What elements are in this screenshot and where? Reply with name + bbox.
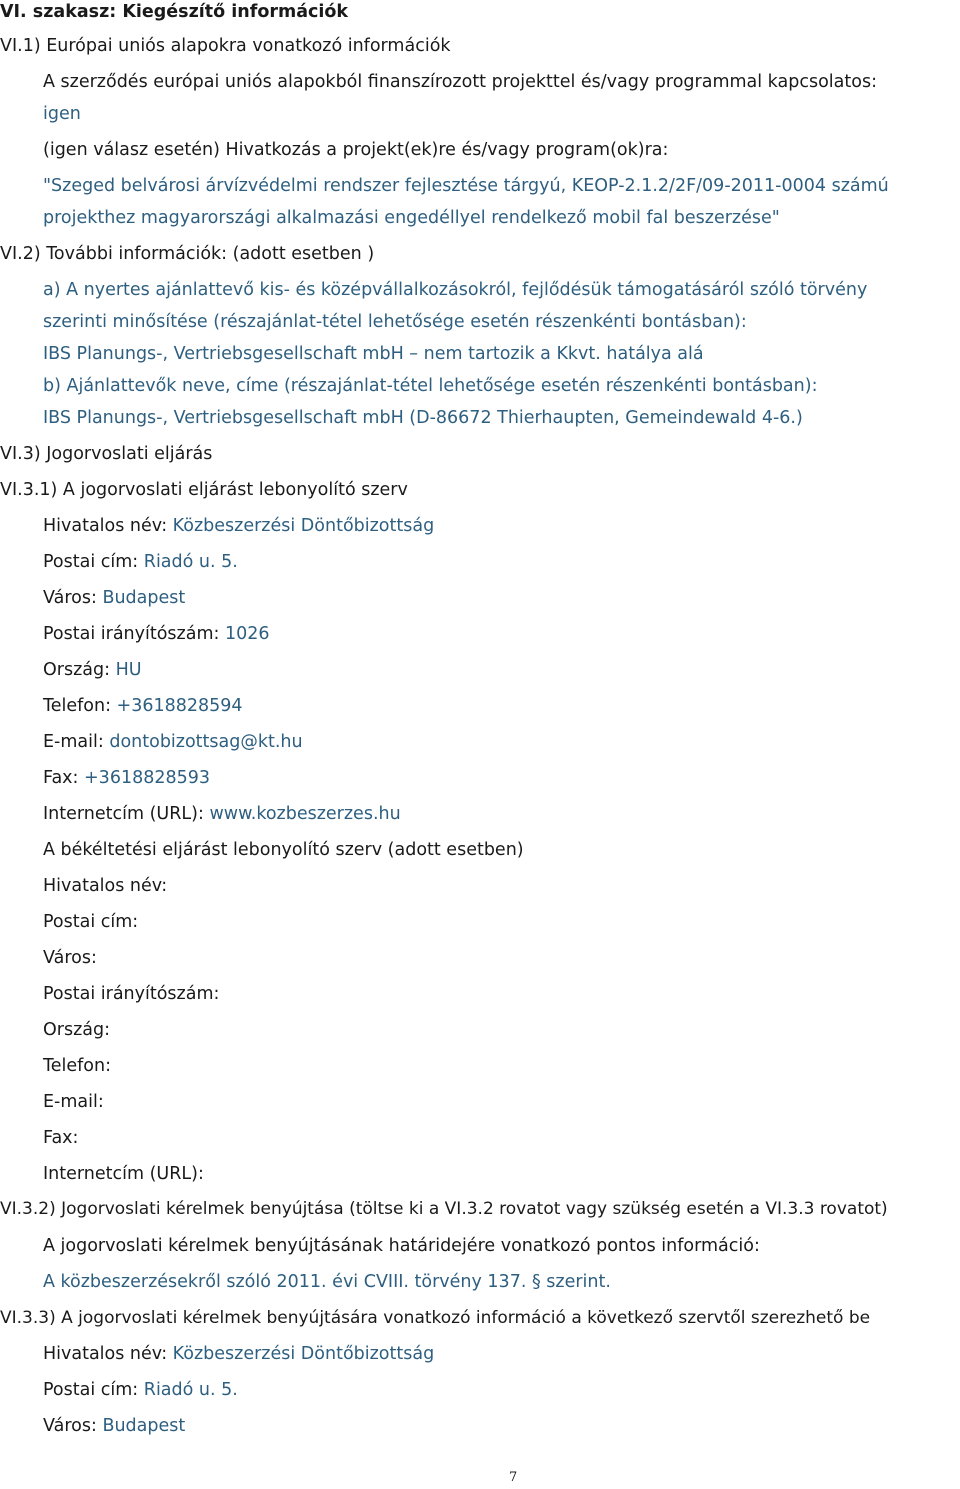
org2-city-label: Város: (43, 948, 97, 968)
org1-phone-value: +3618828594 (116, 696, 243, 716)
org1-address-row (43, 550, 238, 574)
org1-city-value: Budapest (102, 588, 186, 608)
org1-fax-label: Fax: (43, 768, 79, 788)
org1-fax-row (43, 766, 210, 790)
org3-name-label: Hivatalos név: (43, 1344, 168, 1364)
org2-email-label: E-mail: (43, 1092, 104, 1112)
sme-status-line-1: a) A nyertes ajánlattevő kis- és középvállalkozásokról, fejlődésük támogatásáról szóló törvény (43, 280, 868, 300)
org3-city-value: Budapest (102, 1416, 186, 1436)
heading-vi3: VI.3) Jogorvoslati eljárás (0, 444, 213, 464)
org3-name-row (43, 1342, 434, 1366)
heading-vi2: VI.2) További információk: (adott esetben ) (0, 244, 375, 264)
org2-name-label: Hivatalos név: (43, 876, 168, 896)
tenderers-value: IBS Planungs-, Vertriebsgesellschaft mbH (D-86672 Thierhaupten, Gemeindewald 4-6.) (43, 408, 803, 428)
org2-address-label: Postai cím: (43, 912, 139, 932)
deadline-info-label: A jogorvoslati kérelmek benyújtásának határidejére vonatkozó pontos információ: (43, 1236, 760, 1256)
org1-email-row (43, 730, 303, 754)
org1-name-row (43, 514, 434, 538)
org1-phone-row (43, 694, 243, 718)
org1-country-label: Ország: (43, 660, 111, 680)
org2-country-label: Ország: (43, 1020, 111, 1040)
deadline-info-value: A közbeszerzésekről szóló 2011. évi CVIII. törvény 137. § szerint. (43, 1272, 611, 1292)
eu-funds-question: A szerződés európai uniós alapokból finanszírozott projekttel és/vagy programmal kapcsolatos: (43, 72, 877, 92)
heading-vi32: VI.3.2) Jogorvoslati kérelmek benyújtása (töltse ki a VI.3.2 rovatot vagy szükség esetén a VI.3.3 rovatot) (0, 1199, 888, 1219)
org1-url-label: Internetcím (URL): (43, 804, 204, 824)
project-reference-line-1: "Szeged belvárosi árvízvédelmi rendszer fejlesztése tárgyú, KEOP-2.1.2/2F/09-2011-0004 számú (43, 176, 889, 196)
heading-vi33: VI.3.3) A jogorvoslati kérelmek benyújtására vonatkozó információ a következő szervtől szerezhető be (0, 1308, 871, 1328)
org1-zip-label: Postai irányítószám: (43, 624, 220, 644)
org1-address-label: Postai cím: (43, 552, 139, 572)
org1-url-row (43, 802, 401, 826)
org1-city-row (43, 586, 185, 610)
org3-name-value: Közbeszerzési Döntőbizottság (172, 1344, 435, 1364)
org2-phone-label: Telefon: (43, 1056, 111, 1076)
org1-name-label: Hivatalos név: (43, 516, 168, 536)
page-number: 7 (509, 1470, 518, 1485)
org1-phone-label: Telefon: (43, 696, 111, 716)
org3-address-value: Riadó u. 5. (143, 1380, 238, 1400)
org1-zip-row (43, 622, 270, 646)
org1-name-value: Közbeszerzési Döntőbizottság (172, 516, 435, 536)
org3-city-row (43, 1414, 185, 1438)
heading-vi31: VI.3.1) A jogorvoslati eljárást lebonyolító szerv (0, 480, 408, 500)
project-reference-label: (igen válasz esetén) Hivatkozás a projekt(ek)re és/vagy program(ok)ra: (43, 140, 669, 160)
org2-fax-label: Fax: (43, 1128, 79, 1148)
org1-url-value: www.kozbeszerzes.hu (209, 804, 401, 824)
org1-zip-value: 1026 (224, 624, 270, 644)
sme-status-line-2: szerinti minősítése (részajánlat-tétel lehetősége esetén részenkénti bontásban): (43, 312, 747, 332)
project-reference-line-2: projekthez magyarországi alkalmazási engedéllyel rendelkező mobil fal beszerzése" (43, 208, 780, 228)
org3-address-row (43, 1378, 238, 1402)
org2-zip-label: Postai irányítószám: (43, 984, 220, 1004)
org1-address-value: Riadó u. 5. (143, 552, 238, 572)
mediation-heading: A békéltetési eljárást lebonyolító szerv (adott esetben) (43, 840, 524, 860)
org1-country-row (43, 658, 142, 682)
tenderers-label: b) Ajánlattevők neve, címe (részajánlat-tétel lehetősége esetén részenkénti bontásban): (43, 376, 818, 396)
org1-country-value: HU (115, 660, 142, 680)
section-title: VI. szakasz: Kiegészítő információk (0, 2, 349, 22)
heading-vi1: VI.1) Európai uniós alapokra vonatkozó információk (0, 36, 451, 56)
org2-url-label: Internetcím (URL): (43, 1164, 204, 1184)
org3-address-label: Postai cím: (43, 1380, 139, 1400)
org3-city-label: Város: (43, 1416, 97, 1436)
eu-funds-answer: igen (43, 104, 81, 124)
sme-status-value: IBS Planungs-, Vertriebsgesellschaft mbH – nem tartozik a Kkvt. hatálya alá (43, 344, 704, 364)
org1-city-label: Város: (43, 588, 97, 608)
org1-email-label: E-mail: (43, 732, 104, 752)
org1-email-value: dontobizottsag@kt.hu (109, 732, 303, 752)
org1-fax-value: +3618828593 (84, 768, 211, 788)
